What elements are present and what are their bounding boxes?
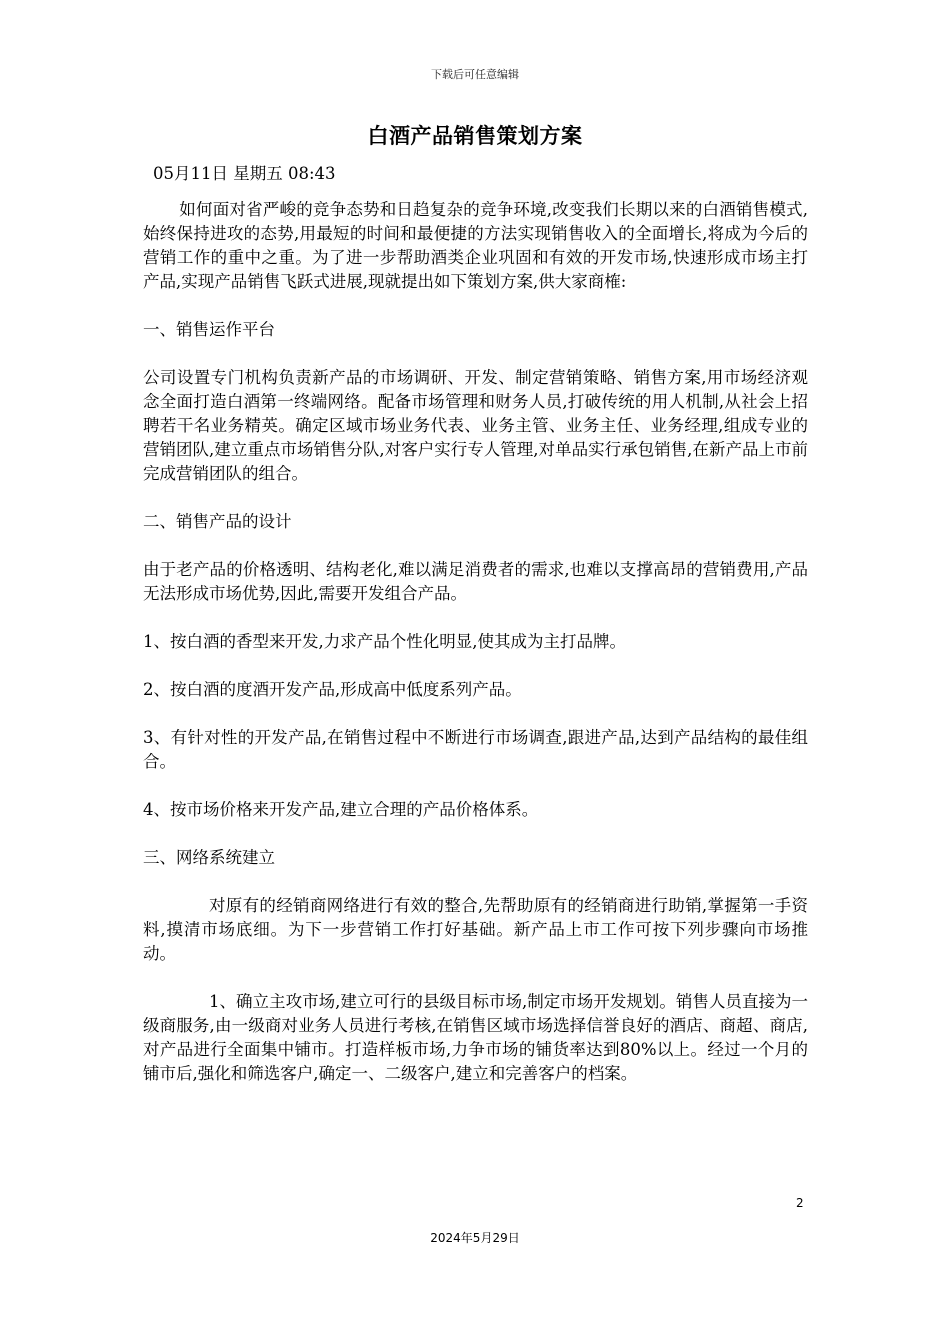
- intro-paragraph: 如何面对省严峻的竞争态势和日趋复杂的竞争环境,改变我们长期以来的白酒销售模式,始终保持进攻的态势,用最短的时间和最便捷的方法实现销售收入的全面增长,将成为今后的营销工作的重中之重。为了进一步帮助酒类企业巩固和有效的开发市场,快速形成市场主打产品,实现产品销售飞跃式进展,现就提出如下策划方案,供大家商榷:: [143, 200, 808, 291]
- list-item: 3、有针对性的开发产品,在销售过程中不断进行市场调查,跟进产品,达到产品结构的最佳组合。: [143, 728, 808, 771]
- section-heading: 一、销售运作平台: [143, 320, 275, 339]
- body-paragraph: 1、确立主攻市场,建立可行的县级目标市场,制定市场开发规划。销售人员直接为一级商服务,由一级商对业务人员进行考核,在销售区域市场选择信誉良好的酒店、商超、商店,对产品进行全面集中铺市。打造样板市场,力争市场的铺货率达到80%以上。经过一个月的铺市后,强化和筛选客户,确定一、二级客户,建立和完善客户的档案。: [143, 992, 808, 1083]
- document-body: [143, 162, 808, 1110]
- body-paragraph: 由于老产品的价格透明、结构老化,难以满足消费者的需求,也难以支撑高昂的营销费用,产品无法形成市场优势,因此,需要开发组合产品。: [143, 560, 808, 603]
- body-paragraph: 对原有的经销商网络进行有效的整合,先帮助原有的经销商进行助销,掌握第一手资料,摸清市场底细。为下一步营销工作打好基础。新产品上市工作可按下列步骤向市场推动。: [143, 896, 808, 963]
- header-note: 下载后可任意编辑: [431, 68, 519, 81]
- body-paragraph: 公司设置专门机构负责新产品的市场调研、开发、制定营销策略、销售方案,用市场经济观念全面打造白酒第一终端网络。配备市场管理和财务人员,打破传统的用人机制,从社会上招聘若干名业务精英。确定区域市场业务代表、业务主管、业务主任、业务经理,组成专业的营销团队,建立重点市场销售分队,对客户实行专人管理,对单品实行承包销售,在新产品上市前完成营销团队的组合。: [143, 368, 808, 483]
- dateline: 05月11日 星期五 08:43: [153, 164, 336, 183]
- page-number: 2: [796, 1196, 804, 1210]
- section-heading: 二、销售产品的设计: [143, 512, 292, 531]
- footer-date: 2024年5月29日: [430, 1231, 520, 1245]
- list-item: 4、按市场价格来开发产品,建立合理的产品价格体系。: [143, 800, 539, 819]
- list-item: 1、按白酒的香型来开发,力求产品个性化明显,使其成为主打品牌。: [143, 632, 626, 651]
- section-heading: 三、网络系统建立: [143, 848, 275, 867]
- document-title: 白酒产品销售策划方案: [367, 124, 583, 148]
- list-item: 2、按白酒的度酒开发产品,形成高中低度系列产品。: [143, 680, 522, 699]
